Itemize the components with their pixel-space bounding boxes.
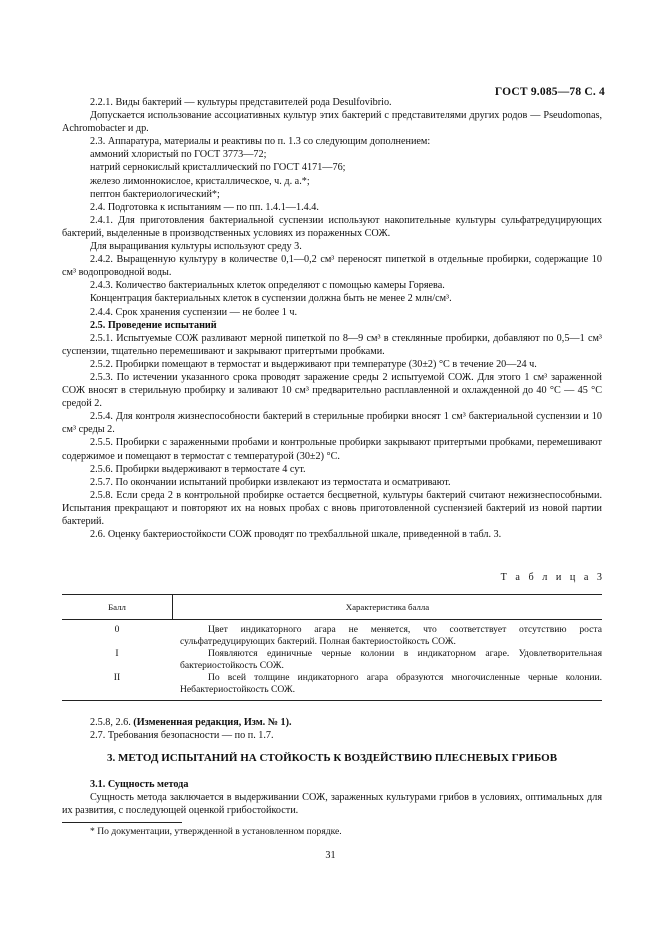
table-row (62, 672, 602, 696)
section-heading: 3. МЕТОД ИСПЫТАНИЙ НА СТОЙКОСТЬ К ВОЗДЕЙСТВИЮ ПЛЕСНЕВЫХ ГРИБОВ (106, 752, 558, 764)
footnote: * По документации, утвержденной в установленном порядке. (90, 826, 342, 837)
paragraph: 2.5.7. По окончании испытаний пробирки извлекают из термостата и осматривают. (90, 476, 451, 488)
score-cell: 0 (114, 624, 120, 635)
paragraph: 2.5.2. Пробирки помещают в термостат и выдерживают при температуре (30±2) °С в течение 20—24 ч. (90, 358, 537, 370)
paragraph: 2.2.1. Виды бактерий — культуры представителей рода Desulfovibrio. (90, 97, 392, 108)
list-item: железо лимоннокислое, кристаллическое, ч. д. а.*; (90, 175, 310, 187)
table-caption: Т а б л и ц а 3 (500, 572, 605, 583)
description-cell: По всей толщине индикаторного агара образуются многочисленные черные колонии. Небактериостойкость СОЖ. (180, 672, 602, 695)
table-bottom-rule (62, 700, 602, 701)
edit-note-prefix: 2.5.8, 2.6. (90, 717, 131, 728)
footnote-rule (62, 822, 182, 823)
paragraph: 2.5.8. Если среда 2 в контрольной пробирке остается бесцветной, культуры бактерий считают нежизнеспособными. Испытания прекращают и повторяют их на новых пробах с вновь приготовленной суспензией бактерий из новой партии бактерий. (62, 489, 602, 527)
paragraph: 2.5.6. Пробирки выдерживают в термостате 4 сут. (90, 463, 306, 475)
description-cell: Появляются единичные черные колонии в индикаторном агаре. Удовлетворительная бактериостойкость СОЖ. (180, 648, 602, 671)
subsection-heading: 3.1. Сущность метода (90, 779, 189, 790)
table-body (62, 620, 602, 700)
paragraph: 2.5.5. Пробирки с зараженными пробами и контрольные пробирки закрывают притертыми пробками, перемешивают содержимое и помещают в термостат с температурой (30±2) °С. (62, 437, 602, 462)
table-row (62, 624, 602, 648)
paragraph: 2.3. Аппаратура, материалы и реактивы по п. 1.3 со следующим дополнением: (90, 136, 431, 148)
subsection-heading-text: 2.5. Проведение испытаний (90, 319, 217, 331)
list-item: пептон бактериологический*; (90, 188, 220, 200)
paragraph: 2.4.4. Срок хранения суспензии — не более 1 ч. (90, 306, 298, 318)
document-header: ГОСТ 9.085—78 С. 4 (494, 86, 605, 98)
description-cell: Цвет индикаторного агара не меняется, что соответствует отсутствию роста сульфатредуцирующих бактерий. Полная бактериостойкость СОЖ. (180, 624, 602, 647)
paragraph: Сущность метода заключается в выдерживании СОЖ, зараженных культурами грибов в условиях, оптимальных для их развития, с последующей оценкой грибостойкости. (62, 792, 602, 817)
paragraph: 2.4.1. Для приготовления бактериальной суспензии используют накопительные культуры сульфатредуцирующих бактерий, выделенные в производственных условиях из пораженных СОЖ. (62, 214, 602, 239)
page-number: 31 (325, 850, 336, 861)
score-cell: I (115, 648, 119, 659)
score-table (62, 594, 602, 701)
table-row (62, 648, 602, 672)
paragraph: Для выращивания культуры используют среду 3. (90, 241, 302, 253)
table-header (62, 595, 602, 619)
subsection-heading (62, 319, 602, 332)
header-score: Балл (62, 595, 173, 619)
paragraph: Концентрация бактериальных клеток в суспензии должна быть не менее 2 млн/см³. (90, 293, 452, 305)
list-item: аммоний хлористый по ГОСТ 3773—72; (90, 149, 267, 161)
list-item: натрий сернокислый кристаллический по ГОСТ 4171—76; (90, 162, 346, 174)
paragraph: 2.6. Оценку бактериостойкости СОЖ проводят по трехбалльной шкале, приведенной в табл. 3. (90, 529, 502, 541)
paragraph: 2.4.3. Количество бактериальных клеток определяют с помощью камеры Горяева. (90, 280, 445, 292)
header-description: Характеристика балла (345, 602, 430, 612)
paragraph: 2.5.1. Испытуемые СОЖ разливают мерной пипеткой по 8—9 см³ в стеклянные пробирки, добавляют по 0,5—1 см³ суспензии, тщательно перемешивают и закрывают притертыми пробками. (62, 332, 602, 357)
paragraph: 2.5.3. По истечении указанного срока проводят заражение среды 2 испытуемой СОЖ. Для этого 1 см³ зараженной СОЖ вносят в стерильную пробирку и заливают 10 см³ предварительно расплавленной и охлажденной до 40 °С — 45 °С средой 2. (62, 371, 602, 410)
section-body (62, 778, 602, 817)
body-text (62, 96, 602, 541)
paragraph: 2.4. Подготовка к испытаниям — по пп. 1.4.1—1.4.4. (90, 201, 319, 213)
edit-note: (Измененная редакция, Изм. № 1). (133, 717, 292, 728)
paragraph: 2.4.2. Выращенную культуру в количестве 0,1—0,2 см³ переносят пипеткой в отдельные пробирки, содержащие 10 см³ водопроводной воды. (62, 254, 602, 279)
after-table-text (62, 716, 602, 742)
paragraph: Допускается использование ассоциативных культур этих бактерий с представителями других родов — Pseudomonas, Achromobacter и др. (62, 110, 602, 135)
paragraph: 2.7. Требования безопасности — по п. 1.7. (90, 730, 274, 742)
score-cell: II (113, 672, 121, 683)
paragraph: 2.5.4. Для контроля жизнеспособности бактерий в стерильные пробирки вносят 1 см³ бактериальной суспензии и 10 см³ среды 2. (62, 411, 602, 436)
edit-note-line (62, 716, 602, 729)
